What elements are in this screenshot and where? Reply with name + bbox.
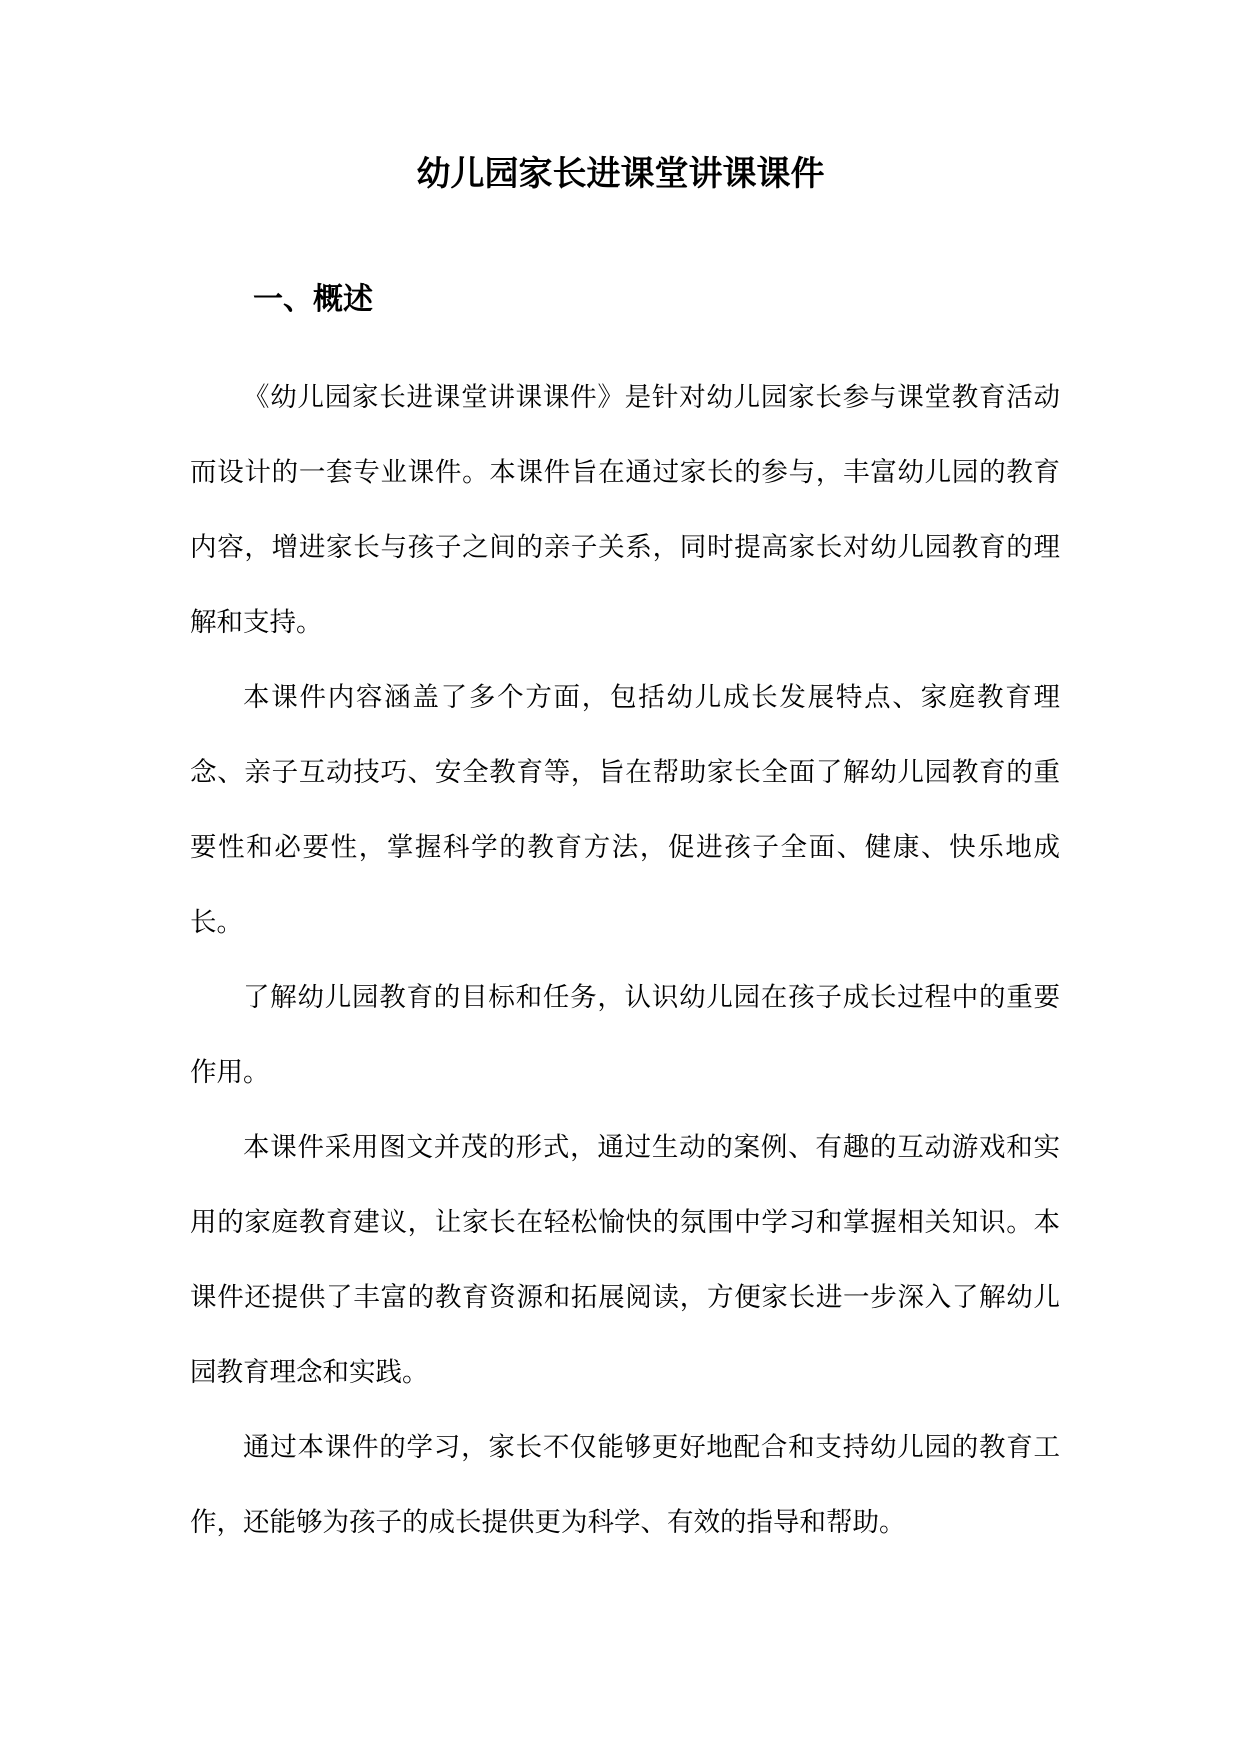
section-body (190, 360, 1060, 1560)
paragraph: 《幼儿园家长进课堂讲课课件》是针对幼儿园家长参与课堂教育活动而设计的一套专业课件。本课件旨在通过家长的参与，丰富幼儿园的教育内容，增进家长与孩子之间的亲子关系，同时提高家长对幼儿园教育的理解和支持。 (190, 382, 1060, 638)
document-title: 幼儿园家长进课堂讲课课件 (416, 154, 825, 194)
paragraph: 本课件采用图文并茂的形式，通过生动的案例、有趣的互动游戏和实用的家庭教育建议，让家长在轻松愉快的氛围中学习和掌握相关知识。本课件还提供了丰富的教育资源和拓展阅读，方便家长进一步深入了解幼儿园教育理念和实践。 (190, 1132, 1060, 1388)
section-heading: 一、概述 (253, 282, 373, 317)
paragraph: 本课件内容涵盖了多个方面，包括幼儿成长发展特点、家庭教育理念、亲子互动技巧、安全教育等，旨在帮助家长全面了解幼儿园教育的重要性和必要性，掌握科学的教育方法，促进孩子全面、健康、快乐地成长。 (190, 682, 1060, 938)
paragraph: 通过本课件的学习，家长不仅能够更好地配合和支持幼儿园的教育工作，还能够为孩子的成长提供更为科学、有效的指导和帮助。 (190, 1432, 1060, 1538)
paragraph: 了解幼儿园教育的目标和任务，认识幼儿园在孩子成长过程中的重要作用。 (190, 982, 1060, 1088)
